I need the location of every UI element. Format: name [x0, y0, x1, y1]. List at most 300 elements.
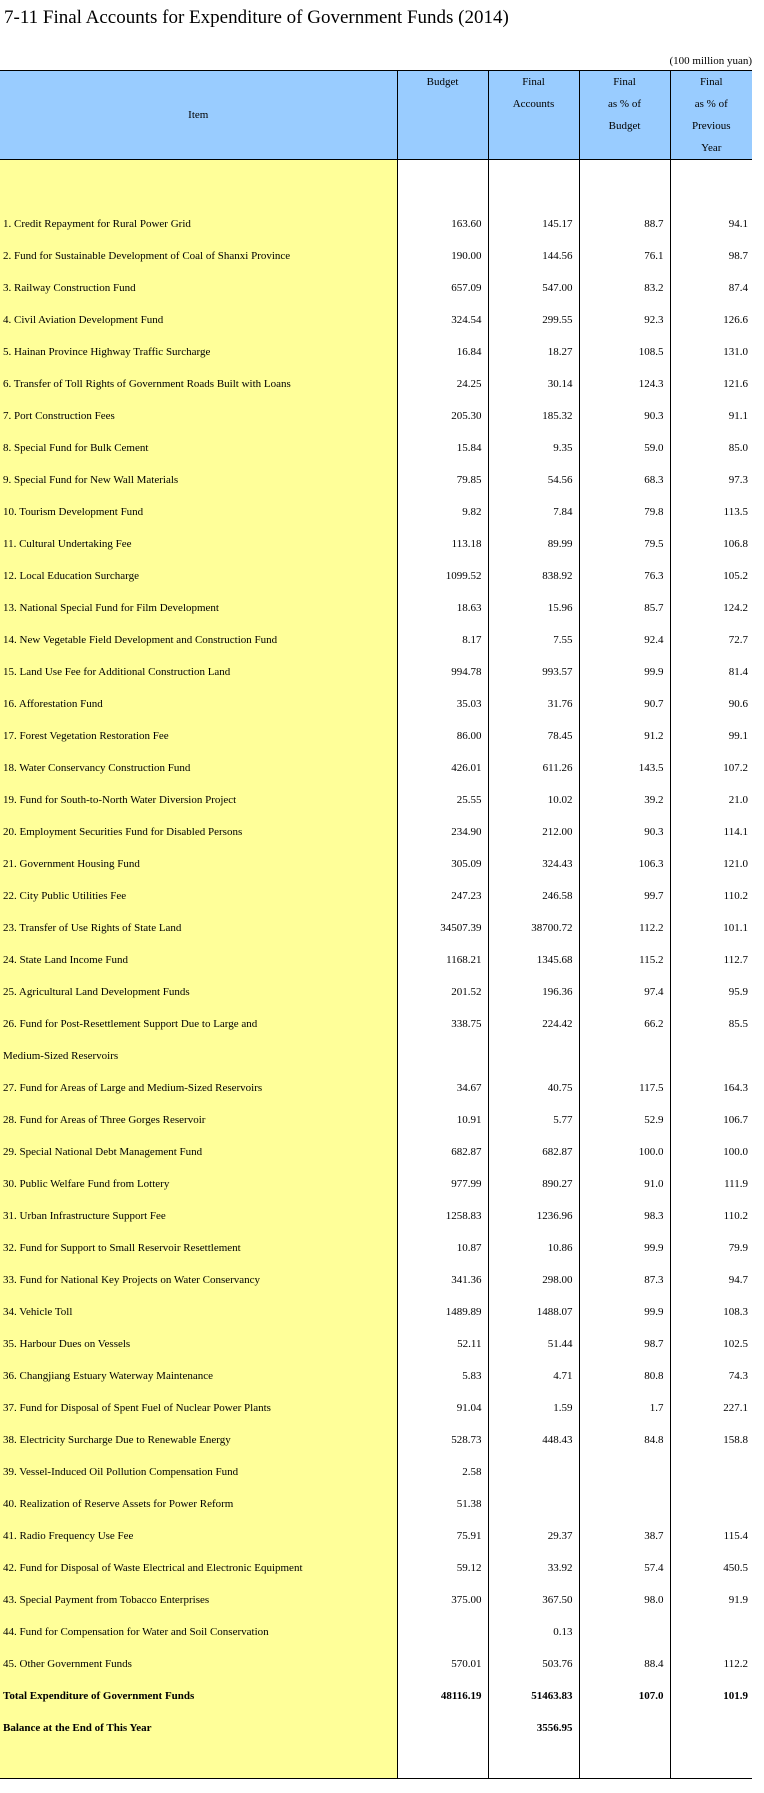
table-row [0, 720, 752, 752]
row-pct-budget: 92.4 [579, 624, 670, 656]
row-final-accounts: 31.76 [488, 688, 579, 720]
row-item: 18. Water Conservancy Construction Fund [0, 752, 397, 784]
row-pct-previous-year: 105.2 [670, 560, 752, 592]
header-item: Item [0, 71, 397, 160]
row-final-accounts: 611.26 [488, 752, 579, 784]
table-row [0, 1520, 752, 1552]
row-pct-budget: 115.2 [579, 944, 670, 976]
row-pct-budget: 112.2 [579, 912, 670, 944]
row-pct-previous-year: 21.0 [670, 784, 752, 816]
row-pct-budget: 90.7 [579, 688, 670, 720]
row-budget: 1099.52 [397, 560, 488, 592]
row-budget: 52.11 [397, 1328, 488, 1360]
table-row [0, 624, 752, 656]
row-final-accounts: 38700.72 [488, 912, 579, 944]
row-pct-previous-year: 85.0 [670, 432, 752, 464]
row-pct-budget: 76.1 [579, 240, 670, 272]
row-pct-budget: 117.5 [579, 1072, 670, 1104]
row-budget: 657.09 [397, 272, 488, 304]
row-budget: 305.09 [397, 848, 488, 880]
table-row [0, 464, 752, 496]
row-pct-previous-year: 113.5 [670, 496, 752, 528]
row-budget: 201.52 [397, 976, 488, 1008]
table-row [0, 976, 752, 1008]
row-item: 8. Special Fund for Bulk Cement [0, 432, 397, 464]
row-final-accounts: 7.84 [488, 496, 579, 528]
row-final-accounts: 682.87 [488, 1136, 579, 1168]
row-item: 19. Fund for South-to-North Water Diversion Project [0, 784, 397, 816]
table-row [0, 1456, 752, 1488]
row-budget: 190.00 [397, 240, 488, 272]
row-item: 9. Special Fund for New Wall Materials [0, 464, 397, 496]
row-final-accounts: 1345.68 [488, 944, 579, 976]
row-pct-budget: 87.3 [579, 1264, 670, 1296]
row-budget: 15.84 [397, 432, 488, 464]
row-pct-budget: 1.7 [579, 1392, 670, 1424]
row-pct-previous-year: 112.2 [670, 1648, 752, 1680]
row-item: 20. Employment Securities Fund for Disabled Persons [0, 816, 397, 848]
row-item: Medium-Sized Reservoirs [0, 1040, 397, 1072]
row-pct-previous-year: 108.3 [670, 1296, 752, 1328]
table-row [0, 560, 752, 592]
row-pct-budget: 124.3 [579, 368, 670, 400]
page-title: 7-11 Final Accounts for Expenditure of Government Funds (2014) [4, 7, 509, 28]
row-pct-previous-year: 112.7 [670, 944, 752, 976]
table-row [0, 1328, 752, 1360]
row-item: 35. Harbour Dues on Vessels [0, 1328, 397, 1360]
row-pct-previous-year: 131.0 [670, 336, 752, 368]
row-pct-budget: 52.9 [579, 1104, 670, 1136]
row-pct-previous-year [670, 1040, 752, 1072]
row-budget: 1258.83 [397, 1200, 488, 1232]
row-item: 43. Special Payment from Tobacco Enterprises [0, 1584, 397, 1616]
row-budget: 25.55 [397, 784, 488, 816]
row-budget: 113.18 [397, 528, 488, 560]
row-pct-previous-year: 107.2 [670, 752, 752, 784]
row-final-accounts: 993.57 [488, 656, 579, 688]
row-budget: 426.01 [397, 752, 488, 784]
row-budget: 682.87 [397, 1136, 488, 1168]
row-final-accounts: 144.56 [488, 240, 579, 272]
row-final-accounts: 29.37 [488, 1520, 579, 1552]
row-budget: 9.82 [397, 496, 488, 528]
table-row [0, 1008, 752, 1040]
row-budget: 8.17 [397, 624, 488, 656]
row-pct-budget: 84.8 [579, 1424, 670, 1456]
row-pct-budget: 106.3 [579, 848, 670, 880]
table-row [0, 816, 752, 848]
row-item: 5. Hainan Province Highway Traffic Surcharge [0, 336, 397, 368]
table-row [0, 496, 752, 528]
row-item: 3. Railway Construction Fund [0, 272, 397, 304]
row-pct-previous-year: 91.1 [670, 400, 752, 432]
row-final-accounts: 145.17 [488, 208, 579, 240]
row-pct-previous-year [670, 1616, 752, 1648]
row-final-accounts [488, 1040, 579, 1072]
row-budget: 163.60 [397, 208, 488, 240]
table-row [0, 1072, 752, 1104]
row-budget: 5.83 [397, 1360, 488, 1392]
row-pct-previous-year: 111.9 [670, 1168, 752, 1200]
row-pct-previous-year: 126.6 [670, 304, 752, 336]
row-budget: 528.73 [397, 1424, 488, 1456]
row-pct-previous-year: 72.7 [670, 624, 752, 656]
row-pct-previous-year: 101.1 [670, 912, 752, 944]
row-final-accounts: 89.99 [488, 528, 579, 560]
row-item: 1. Credit Repayment for Rural Power Grid [0, 208, 397, 240]
table-end-row [0, 1744, 752, 1779]
row-budget: 324.54 [397, 304, 488, 336]
row-final-accounts: 40.75 [488, 1072, 579, 1104]
row-budget: 24.25 [397, 368, 488, 400]
table-row [0, 1616, 752, 1648]
row-pct-budget: 143.5 [579, 752, 670, 784]
row-budget [397, 1040, 488, 1072]
row-pct-budget: 92.3 [579, 304, 670, 336]
row-pct-budget: 83.2 [579, 272, 670, 304]
row-budget: 977.99 [397, 1168, 488, 1200]
row-budget [397, 1616, 488, 1648]
row-pct-budget: 85.7 [579, 592, 670, 624]
row-pct-previous-year: 110.2 [670, 1200, 752, 1232]
row-pct-budget [579, 1616, 670, 1648]
table-row [0, 432, 752, 464]
row-pct-budget: 79.8 [579, 496, 670, 528]
row-budget: 75.91 [397, 1520, 488, 1552]
row-final-accounts: 1.59 [488, 1392, 579, 1424]
row-item: 31. Urban Infrastructure Support Fee [0, 1200, 397, 1232]
row-pct-budget: 100.0 [579, 1136, 670, 1168]
row-pct-previous-year: 79.9 [670, 1232, 752, 1264]
row-pct-previous-year: 81.4 [670, 656, 752, 688]
row-budget: 2.58 [397, 1456, 488, 1488]
row-pct-previous-year: 85.5 [670, 1008, 752, 1040]
row-final-accounts: 15.96 [488, 592, 579, 624]
row-pct-budget: 91.2 [579, 720, 670, 752]
row-item: 12. Local Education Surcharge [0, 560, 397, 592]
row-final-accounts: 33.92 [488, 1552, 579, 1584]
row-final-accounts: 448.43 [488, 1424, 579, 1456]
row-budget: 375.00 [397, 1584, 488, 1616]
table-row [0, 656, 752, 688]
row-item: 36. Changjiang Estuary Waterway Maintenance [0, 1360, 397, 1392]
table-row [0, 1136, 752, 1168]
row-item: 26. Fund for Post-Resettlement Support Due to Large and [0, 1008, 397, 1040]
table-row [0, 1168, 752, 1200]
row-item: 27. Fund for Areas of Large and Medium-Sized Reservoirs [0, 1072, 397, 1104]
row-item: 15. Land Use Fee for Additional Construction Land [0, 656, 397, 688]
row-pct-budget: 76.3 [579, 560, 670, 592]
row-pct-budget: 39.2 [579, 784, 670, 816]
table-row [0, 784, 752, 816]
row-final-accounts: 246.58 [488, 880, 579, 912]
row-item: 42. Fund for Disposal of Waste Electrical and Electronic Equipment [0, 1552, 397, 1584]
table-row [0, 592, 752, 624]
row-final-accounts: 503.76 [488, 1648, 579, 1680]
balance-row [0, 1712, 752, 1744]
row-pct-budget: 98.0 [579, 1584, 670, 1616]
table-body [0, 160, 752, 1779]
row-pct-previous-year: 91.9 [670, 1584, 752, 1616]
row-item: 25. Agricultural Land Development Funds [0, 976, 397, 1008]
header-pct-budget: Final as % of Budget [579, 71, 670, 160]
table-row [0, 880, 752, 912]
row-item: 13. National Special Fund for Film Development [0, 592, 397, 624]
table-row [0, 1648, 752, 1680]
spacer-row [0, 160, 752, 209]
table-row [0, 912, 752, 944]
row-budget: 79.85 [397, 464, 488, 496]
table-row [0, 1040, 752, 1072]
row-item: 2. Fund for Sustainable Development of Coal of Shanxi Province [0, 240, 397, 272]
row-final-accounts: 1236.96 [488, 1200, 579, 1232]
row-pct-budget: 88.4 [579, 1648, 670, 1680]
row-pct-budget: 98.7 [579, 1328, 670, 1360]
row-item: 34. Vehicle Toll [0, 1296, 397, 1328]
row-final-accounts: 54.56 [488, 464, 579, 496]
row-pct-previous-year: 124.2 [670, 592, 752, 624]
row-pct-budget: 88.7 [579, 208, 670, 240]
row-item: 33. Fund for National Key Projects on Water Conservancy [0, 1264, 397, 1296]
header-final-accounts: Final Accounts [488, 71, 579, 160]
row-item: 40. Realization of Reserve Assets for Power Reform [0, 1488, 397, 1520]
row-final-accounts: 367.50 [488, 1584, 579, 1616]
row-budget: 48116.19 [397, 1680, 488, 1712]
row-final-accounts: 298.00 [488, 1264, 579, 1296]
table-row [0, 208, 752, 240]
row-pct-previous-year: 95.9 [670, 976, 752, 1008]
row-pct-previous-year [670, 1456, 752, 1488]
row-budget [397, 1712, 488, 1744]
row-pct-budget: 66.2 [579, 1008, 670, 1040]
row-budget: 18.63 [397, 592, 488, 624]
row-pct-previous-year: 87.4 [670, 272, 752, 304]
row-item: 14. New Vegetable Field Development and Construction Fund [0, 624, 397, 656]
row-pct-previous-year: 100.0 [670, 1136, 752, 1168]
table-row [0, 240, 752, 272]
row-item: 4. Civil Aviation Development Fund [0, 304, 397, 336]
row-pct-budget [579, 1488, 670, 1520]
row-final-accounts: 51463.83 [488, 1680, 579, 1712]
row-final-accounts: 51.44 [488, 1328, 579, 1360]
row-pct-previous-year: 121.0 [670, 848, 752, 880]
row-budget: 570.01 [397, 1648, 488, 1680]
table-row [0, 1296, 752, 1328]
table-row [0, 688, 752, 720]
row-item: 39. Vessel-Induced Oil Pollution Compensation Fund [0, 1456, 397, 1488]
table-row [0, 1424, 752, 1456]
total-row [0, 1680, 752, 1712]
row-budget: 205.30 [397, 400, 488, 432]
row-item: 6. Transfer of Toll Rights of Government Roads Built with Loans [0, 368, 397, 400]
row-final-accounts: 78.45 [488, 720, 579, 752]
table-row [0, 1360, 752, 1392]
row-budget: 16.84 [397, 336, 488, 368]
row-item: 45. Other Government Funds [0, 1648, 397, 1680]
header-budget: Budget [397, 71, 488, 160]
table-row [0, 528, 752, 560]
row-final-accounts: 547.00 [488, 272, 579, 304]
row-pct-budget: 98.3 [579, 1200, 670, 1232]
row-budget: 1168.21 [397, 944, 488, 976]
row-pct-budget: 38.7 [579, 1520, 670, 1552]
row-pct-budget: 90.3 [579, 816, 670, 848]
row-final-accounts: 224.42 [488, 1008, 579, 1040]
row-final-accounts: 838.92 [488, 560, 579, 592]
table-row [0, 272, 752, 304]
row-final-accounts: 10.86 [488, 1232, 579, 1264]
row-budget: 341.36 [397, 1264, 488, 1296]
unit-note: (100 million yuan) [669, 55, 752, 67]
row-item: Balance at the End of This Year [0, 1712, 397, 1744]
row-final-accounts: 0.13 [488, 1616, 579, 1648]
row-pct-previous-year: 102.5 [670, 1328, 752, 1360]
header-pct-previous-year: Final as % of Previous Year [670, 71, 752, 160]
header-row [0, 71, 752, 160]
row-item: 17. Forest Vegetation Restoration Fee [0, 720, 397, 752]
row-pct-budget: 99.9 [579, 656, 670, 688]
row-budget: 10.87 [397, 1232, 488, 1264]
row-pct-previous-year: 101.9 [670, 1680, 752, 1712]
row-final-accounts: 3556.95 [488, 1712, 579, 1744]
row-final-accounts: 299.55 [488, 304, 579, 336]
row-item: 44. Fund for Compensation for Water and Soil Conservation [0, 1616, 397, 1648]
row-pct-previous-year: 450.5 [670, 1552, 752, 1584]
row-final-accounts: 185.32 [488, 400, 579, 432]
row-pct-budget: 107.0 [579, 1680, 670, 1712]
table-row [0, 1232, 752, 1264]
row-budget: 247.23 [397, 880, 488, 912]
row-budget: 234.90 [397, 816, 488, 848]
table-row [0, 848, 752, 880]
row-final-accounts: 196.36 [488, 976, 579, 1008]
row-final-accounts [488, 1456, 579, 1488]
row-pct-budget: 99.9 [579, 1232, 670, 1264]
row-item: 30. Public Welfare Fund from Lottery [0, 1168, 397, 1200]
table-row [0, 336, 752, 368]
table-row [0, 1264, 752, 1296]
row-pct-budget [579, 1712, 670, 1744]
row-final-accounts [488, 1488, 579, 1520]
row-pct-previous-year: 106.8 [670, 528, 752, 560]
table-row [0, 1552, 752, 1584]
row-budget: 994.78 [397, 656, 488, 688]
row-budget: 1489.89 [397, 1296, 488, 1328]
row-pct-previous-year: 121.6 [670, 368, 752, 400]
row-item: 21. Government Housing Fund [0, 848, 397, 880]
row-pct-previous-year: 110.2 [670, 880, 752, 912]
row-budget: 34.67 [397, 1072, 488, 1104]
row-budget: 91.04 [397, 1392, 488, 1424]
row-pct-previous-year [670, 1712, 752, 1744]
row-pct-budget: 99.7 [579, 880, 670, 912]
row-pct-previous-year: 158.8 [670, 1424, 752, 1456]
table-row [0, 1584, 752, 1616]
row-final-accounts: 5.77 [488, 1104, 579, 1136]
row-pct-previous-year: 106.7 [670, 1104, 752, 1136]
row-pct-previous-year: 97.3 [670, 464, 752, 496]
row-item: 38. Electricity Surcharge Due to Renewable Energy [0, 1424, 397, 1456]
row-pct-budget: 80.8 [579, 1360, 670, 1392]
table-row [0, 944, 752, 976]
row-item: 32. Fund for Support to Small Reservoir Resettlement [0, 1232, 397, 1264]
row-pct-previous-year: 227.1 [670, 1392, 752, 1424]
row-final-accounts: 30.14 [488, 368, 579, 400]
row-pct-previous-year: 98.7 [670, 240, 752, 272]
row-pct-previous-year: 114.1 [670, 816, 752, 848]
row-pct-budget [579, 1456, 670, 1488]
row-final-accounts: 7.55 [488, 624, 579, 656]
row-item: Total Expenditure of Government Funds [0, 1680, 397, 1712]
row-pct-previous-year: 90.6 [670, 688, 752, 720]
row-pct-previous-year: 74.3 [670, 1360, 752, 1392]
row-pct-budget: 57.4 [579, 1552, 670, 1584]
row-pct-budget: 99.9 [579, 1296, 670, 1328]
table-row [0, 752, 752, 784]
row-item: 41. Radio Frequency Use Fee [0, 1520, 397, 1552]
row-final-accounts: 890.27 [488, 1168, 579, 1200]
table-row [0, 304, 752, 336]
row-pct-previous-year: 94.7 [670, 1264, 752, 1296]
row-item: 10. Tourism Development Fund [0, 496, 397, 528]
row-pct-previous-year: 94.1 [670, 208, 752, 240]
table-row [0, 1392, 752, 1424]
row-budget: 86.00 [397, 720, 488, 752]
table-row [0, 1200, 752, 1232]
row-pct-budget: 68.3 [579, 464, 670, 496]
table-row [0, 1104, 752, 1136]
row-item: 16. Afforestation Fund [0, 688, 397, 720]
row-item: 37. Fund for Disposal of Spent Fuel of Nuclear Power Plants [0, 1392, 397, 1424]
table-row [0, 368, 752, 400]
row-budget: 10.91 [397, 1104, 488, 1136]
expenditure-table [0, 70, 752, 1779]
row-pct-budget: 91.0 [579, 1168, 670, 1200]
row-item: 24. State Land Income Fund [0, 944, 397, 976]
row-item: 29. Special National Debt Management Fund [0, 1136, 397, 1168]
row-pct-previous-year: 99.1 [670, 720, 752, 752]
row-item: 22. City Public Utilities Fee [0, 880, 397, 912]
row-final-accounts: 10.02 [488, 784, 579, 816]
row-budget: 59.12 [397, 1552, 488, 1584]
row-budget: 51.38 [397, 1488, 488, 1520]
row-budget: 338.75 [397, 1008, 488, 1040]
row-pct-previous-year: 115.4 [670, 1520, 752, 1552]
row-pct-budget: 90.3 [579, 400, 670, 432]
row-pct-budget: 59.0 [579, 432, 670, 464]
row-budget: 34507.39 [397, 912, 488, 944]
row-final-accounts: 212.00 [488, 816, 579, 848]
row-budget: 35.03 [397, 688, 488, 720]
row-pct-budget: 97.4 [579, 976, 670, 1008]
row-item: 7. Port Construction Fees [0, 400, 397, 432]
table-row [0, 1488, 752, 1520]
row-final-accounts: 18.27 [488, 336, 579, 368]
table-row [0, 400, 752, 432]
row-item: 23. Transfer of Use Rights of State Land [0, 912, 397, 944]
row-pct-previous-year: 164.3 [670, 1072, 752, 1104]
row-final-accounts: 1488.07 [488, 1296, 579, 1328]
row-item: 28. Fund for Areas of Three Gorges Reservoir [0, 1104, 397, 1136]
row-pct-previous-year [670, 1488, 752, 1520]
row-pct-budget [579, 1040, 670, 1072]
row-pct-budget: 108.5 [579, 336, 670, 368]
row-item: 11. Cultural Undertaking Fee [0, 528, 397, 560]
row-final-accounts: 4.71 [488, 1360, 579, 1392]
row-pct-budget: 79.5 [579, 528, 670, 560]
row-final-accounts: 324.43 [488, 848, 579, 880]
row-final-accounts: 9.35 [488, 432, 579, 464]
